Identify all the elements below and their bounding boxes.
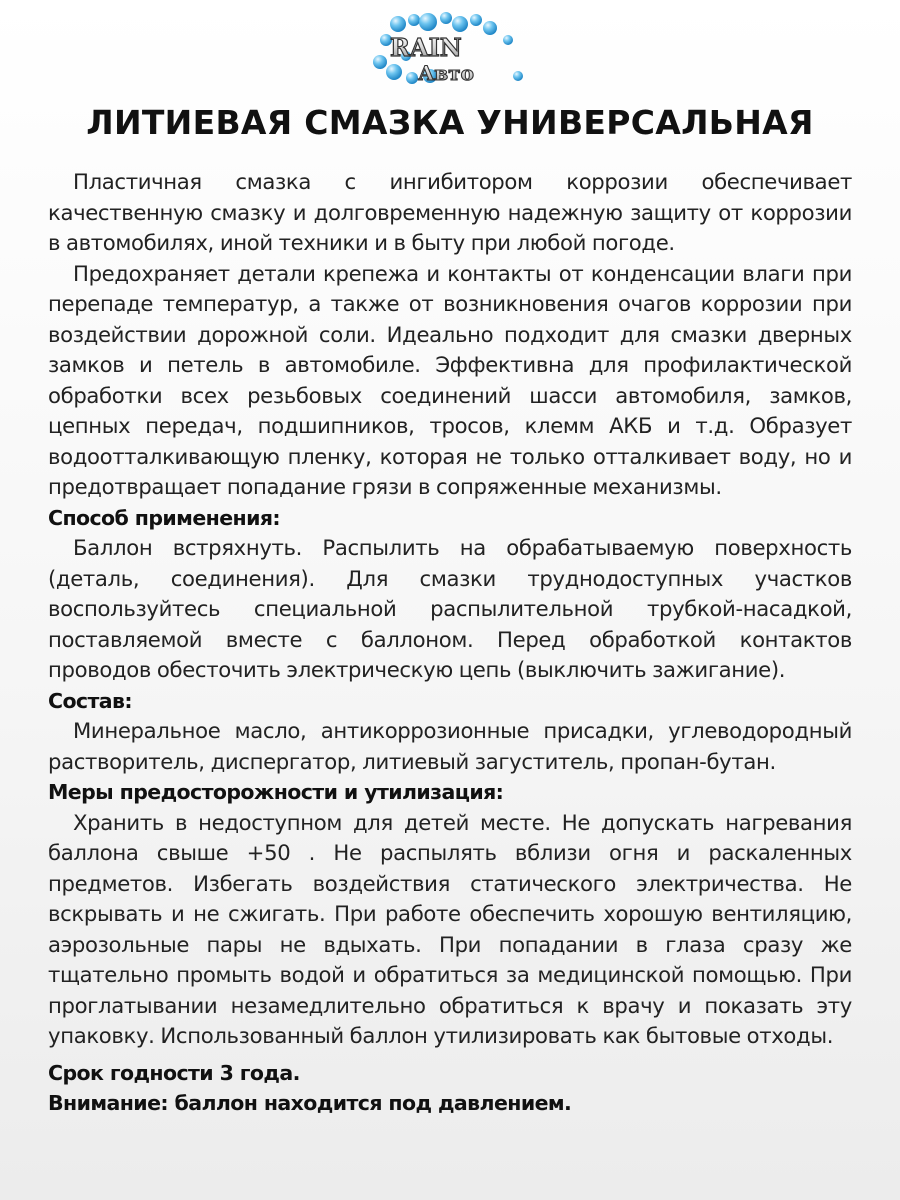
safety-text: Хранить в недоступном для детей месте. Не допускать нагревания баллона свыше +50 . Не распылять вблизи огня и раскаленных предметов. Избегать воздействия статического электричества. Не вскрывать и не сжигать. При работе обеспечить хорошую вентиляцию, аэрозольные пары не вдыхать. При попадании в глаза сразу же тщательно промыть водой и обратиться за медицинской помощью. При проглатывании незамедлительно обратиться к врачу и показать эту упаковку. Использованный баллон утилизировать как бытовые отходы. [48,809,852,1048]
usage-text: Баллон встряхнуть. Распылить на обрабатываемую поверхность (деталь, соединения). Для смазки труднодоступных участков воспользуйтесь специальной распылительной трубкой-насадкой, поставляемой вместе с баллоном. Перед обработкой контактов проводов обесточить электрическую цепь (выключить зажигание). [48,535,852,682]
composition-heading: Состав: [48,688,132,713]
svg-text:Авто: Авто [418,61,474,85]
intro-paragraph-1: Пластичная смазка с ингибитором коррозии обеспечивает качественную смазку и долговременную надежную защиту от коррозии в автомобилях, иной техники и в быту при любой погоде. [48,169,852,255]
brand-logo [368,10,533,90]
page-title: ЛИТИЕВАЯ СМАЗКА УНИВЕРСАЛЬНАЯ [86,103,814,142]
composition-text: Минеральное масло, антикоррозионные присадки, углеводородный растворитель, диспергатор, литиевый загуститель, пропан-бутан. [48,718,852,774]
pressure-warning: Внимание: баллон находится под давлением. [48,1091,572,1115]
safety-heading: Меры предосторожности и утилизация: [48,780,504,804]
bubbles-logo-icon [368,10,533,90]
shelf-life: Срок годности 3 года. [48,1060,300,1085]
usage-heading: Способ применения: [48,505,280,530]
intro-paragraph-2: Предохраняет детали крепежа и контакты от конденсации влаги при перепаде температур, а также от возникновения очагов коррозии при воздействии дорожной соли. Идеально подходит для смазки дверных замков и петель в автомобиле. Эффективна для профилактической обработки всех резьбовых соединений шасси автомобиля, замков, цепных передач, подшипников, тросов, клемм АКБ и т.д. Образует водоотталкивающую пленку, которая не только отталкивает воду, но и предотвращает попадание грязи в сопряженные механизмы. [48,260,852,499]
product-description [48,167,852,1119]
svg-text:RAIN: RAIN [390,33,462,62]
